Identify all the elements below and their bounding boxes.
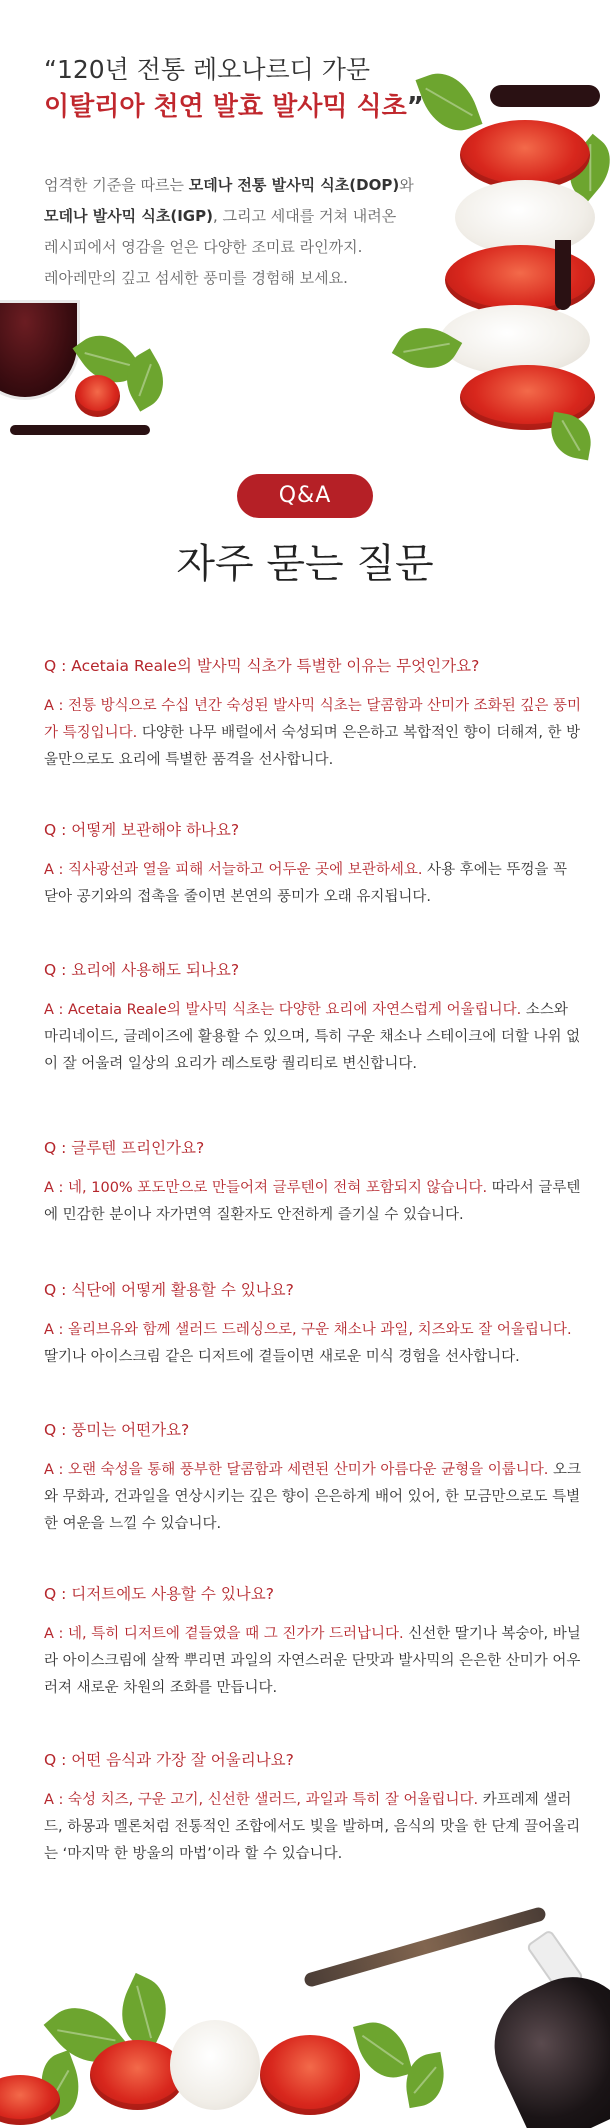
faq-question: Q : 어떻게 보관해야 하나요? (44, 821, 240, 839)
hero-close-quote: ” (406, 92, 424, 122)
faq-answer-highlight: A : 숙성 치즈, 구운 고기, 신선한 샐러드, 과일과 특히 잘 어울립니다. (44, 1792, 479, 1808)
balsamic-bowl-image (0, 300, 190, 450)
faq-answer-highlight: A : 네, 100% 포도만으로 만들어져 글루텐이 전혀 포함되지 않습니다. (44, 1180, 488, 1196)
basil-leaf-icon (416, 64, 483, 141)
hero-desc-line2-post: , 그리고 세대를 거쳐 내려온 (212, 207, 397, 225)
tomato-icon (260, 2035, 360, 2115)
faq-question: Q : 식단에 어떻게 활용할 수 있나요? (44, 1281, 294, 1299)
hero-description (44, 170, 434, 294)
faq-answer-highlight: A : 오랜 숙성을 통해 풍부한 달콤함과 세련된 산미가 아름다운 균형을 이룹니다. (44, 1462, 549, 1478)
caprese-stack-image (400, 40, 610, 460)
faq-item (44, 654, 584, 774)
faq-answer (44, 1621, 584, 1702)
basil-leaf-icon (353, 2015, 413, 2085)
mozzarella-icon (170, 2020, 260, 2110)
faq-title: 자주 묻는 질문 (176, 541, 434, 587)
faq-question: Q : 어떤 음식과 가장 잘 어울리나요? (44, 1751, 294, 1769)
hero-desc-line1-post: 와 (399, 176, 414, 194)
faq-answer-highlight: A : 전통 방식으로 수십 년간 숙성된 발사믹 식초는 달콤함과 산미가 조화된 깊은 풍미가 특징입니다. (44, 698, 581, 741)
hero-desc-line1-strong: 모데나 전통 발사믹 식초(DOP) (188, 176, 400, 194)
balsamic-drip-icon (555, 240, 571, 310)
faq-answer-highlight: A : 네, 특히 디저트에 곁들였을 때 그 진가가 드러납니다. (44, 1626, 404, 1642)
balsamic-drip-icon (10, 425, 150, 435)
faq-answer-text: 사용 후에는 뚜껑을 꼭 닫아 공기와의 접촉을 줄이면 본연의 풍미가 오래 유지됩니다. (44, 862, 567, 905)
faq-answer-text: 카프레제 샐러드, 하몽과 멜론처럼 전통적인 조합에서도 빛을 발하며, 음식의 맛을 한 단계 끌어올리는 ‘마지막 한 방울의 마법’이라 할 수 있습니다. (44, 1792, 581, 1862)
faq-question: Q : 풍미는 어떤가요? (44, 1421, 190, 1439)
hero-desc-line2 (44, 201, 434, 232)
faq-answer-highlight: A : 직사광선과 열을 피해 서늘하고 어두운 곳에 보관하세요. (44, 862, 423, 878)
hero-desc-line1 (44, 170, 434, 201)
qa-badge: Q&A (237, 474, 373, 518)
faq-answer-text: 소스와 마리네이드, 글레이즈에 활용할 수 있으며, 특히 구운 채소나 스테이크에 더할 나위 없이 잘 어울려 일상의 요리가 레스토랑 퀄리티로 변신합니다. (44, 1002, 581, 1072)
balsamic-bowl-icon (0, 300, 80, 400)
faq-answer-text: 다양한 나무 배럴에서 숙성되며 은은하고 복합적인 향이 더해져, 한 방울만으로도 요리에 특별한 품격을 선사합니다. (44, 725, 581, 768)
hero-desc-line3: 레시피에서 영감을 얻은 다양한 조미료 라인까지. (44, 238, 363, 256)
tomato-icon (75, 375, 120, 417)
faq-answer-highlight: A : Acetaia Reale의 발사믹 식초는 다양한 요리에 자연스럽게 어울립니다. (44, 1002, 522, 1018)
faq-answer (44, 693, 584, 774)
balsamic-drip-icon (490, 85, 600, 107)
hero-desc-line2-strong: 모데나 발사믹 식초(IGP) (44, 207, 213, 225)
faq-answer (44, 1175, 584, 1229)
faq-answer-text: 신선한 딸기나 복숭아, 바닐라 아이스크림에 살짝 뿌리면 과일의 자연스러운 단맛과 발사믹의 은은한 산미가 어우러져 새로운 차원의 조화를 만듭니다. (44, 1626, 581, 1696)
faq-answer (44, 1787, 584, 1868)
faq-answer-text: 딸기나 아이스크림 같은 디저트에 곁들이면 새로운 미식 경험을 선사합니다. (44, 1349, 520, 1365)
faq-question: Q : 요리에 사용해도 되나요? (44, 961, 240, 979)
mozzarella-icon (455, 180, 595, 255)
balsamic-stream-icon (303, 1906, 547, 1988)
faq-item (44, 1582, 584, 1702)
hero-title-line2-text: 이탈리아 천연 발효 발사믹 식초 (44, 92, 407, 122)
basil-leaf-icon (547, 412, 596, 461)
faq-item (44, 1278, 584, 1371)
footer-food-image (0, 1860, 610, 2128)
hero-desc-line4: 레아레만의 깊고 섬세한 풍미를 경험해 보세요. (44, 269, 348, 287)
faq-question: Q : 글루텐 프리인가요? (44, 1139, 205, 1157)
faq-answer (44, 997, 584, 1078)
faq-item (44, 1418, 584, 1538)
faq-answer (44, 1317, 584, 1371)
balsamic-bottle-icon (475, 1957, 610, 2128)
faq-item (44, 958, 584, 1078)
faq-answer-text: 따라서 글루텐에 민감한 분이나 자가면역 질환자도 안전하게 즐기실 수 있습니다. (44, 1180, 581, 1223)
faq-answer (44, 857, 584, 911)
faq-question: Q : 디저트에도 사용할 수 있나요? (44, 1585, 274, 1603)
hero-desc-line1-pre: 엄격한 기준을 따르는 (44, 176, 189, 194)
hero-title-line1: “120년 전통 레오나르디 가문 (44, 55, 371, 84)
faq-question: Q : Acetaia Reale의 발사믹 식초가 특별한 이유는 무엇인가요? (44, 657, 480, 675)
faq-answer-highlight: A : 올리브유와 함께 샐러드 드레싱으로, 구운 채소나 과일, 치즈와도 잘 어울립니다. (44, 1322, 572, 1338)
faq-item (44, 818, 584, 911)
faq-answer-text: 오크와 무화과, 건과일을 연상시키는 깊은 향이 은은하게 배어 있어, 한 모금만으로도 특별한 여운을 느낄 수 있습니다. (44, 1462, 581, 1532)
faq-item (44, 1136, 584, 1229)
hero-section (0, 0, 610, 470)
faq-item (44, 1748, 584, 1868)
faq-answer (44, 1457, 584, 1538)
